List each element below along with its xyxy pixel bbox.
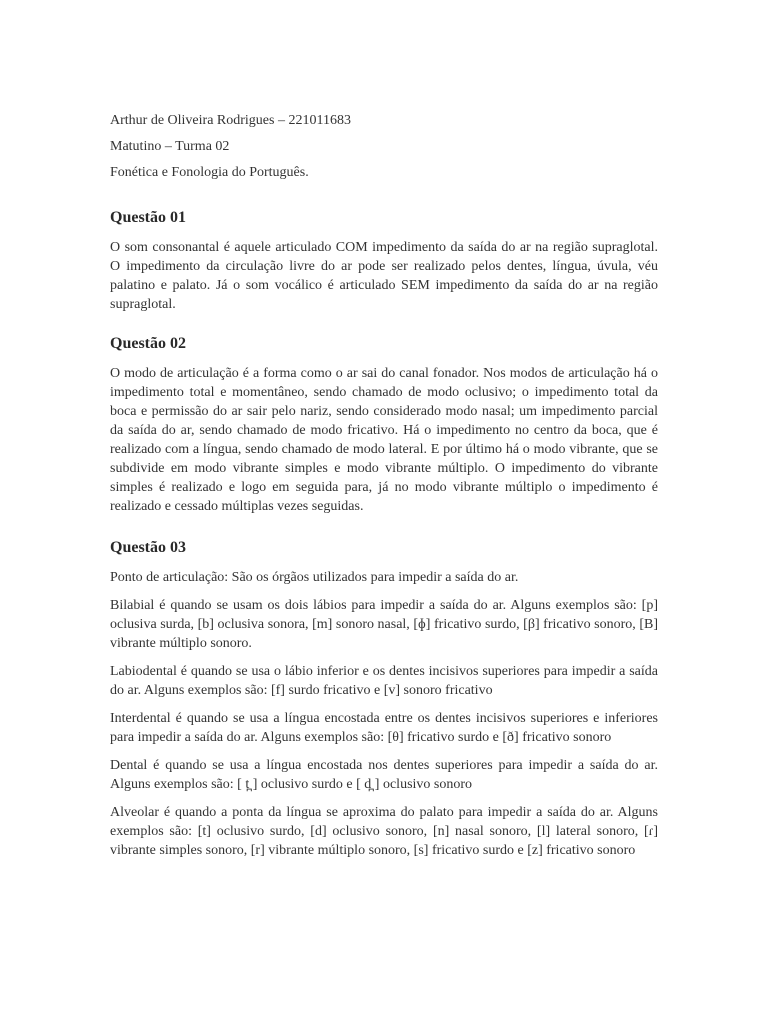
document-header	[110, 112, 658, 182]
section-title: Questão 02	[110, 335, 186, 352]
section-questao-01	[110, 208, 658, 314]
section-questao-02	[110, 334, 658, 516]
paragraph: O som consonantal é aquele articulado COM impedimento da saída do ar na região supraglotal. O impedimento da circulação livre do ar pode ser realizado pelos dentes, língua, úvula, véu palatino e palato. Já o som vocálico é articulado SEM impedimento da saída do ar na região supraglotal.	[110, 240, 658, 312]
paragraph: Dental é quando se usa a língua encostada nos dentes superiores para impedir a saída do ar. Alguns exemplos são: [ t̪ ] oclusivo surdo e [ d̪ ] oclusivo sonoro	[110, 758, 658, 792]
section-questao-03	[110, 538, 658, 860]
author-line: Arthur de Oliveira Rodrigues – 221011683	[110, 113, 351, 128]
document-content	[110, 112, 658, 880]
section-title: Questão 03	[110, 539, 186, 556]
paragraph: Bilabial é quando se usam os dois lábios para impedir a saída do ar. Alguns exemplos são: [p] oclusiva surda, [b] oclusiva sonora, [m] sonoro nasal, [ɸ] fricativo surdo, [β] fricativo sonoro, [B] vibrante múltiplo sonoro.	[110, 598, 658, 651]
paragraph: Interdental é quando se usa a língua encostada entre os dentes incisivos superiores e inferiores para impedir a saída do ar. Alguns exemplos são: [θ] fricativo surdo e [ð] fricativo sonoro	[110, 711, 658, 745]
paragraph: Labiodental é quando se usa o lábio inferior e os dentes incisivos superiores para impedir a saída do ar. Alguns exemplos são: [f] surdo fricativo e [v] sonoro fricativo	[110, 664, 658, 698]
paragraph: O modo de articulação é a forma como o ar sai do canal fonador. Nos modos de articulação há o impedimento total e momentâneo, sendo chamado de modo oclusivo; o impedimento total da boca e permissão do ar sair pelo nariz, sendo considerado modo nasal; um impedimento parcial da saída do ar, sendo chamado de modo fricativo. Há o impedimento no centro da boca, que é realizado com a língua, sendo chamado de modo lateral. E por último há o modo vibrante, que se subdivide em modo vibrante simples e modo vibrante múltiplo. O impedimento do vibrante simples é realizado e logo em seguida para, já no modo vibrante múltiplo o impedimento é realizado e cessado múltiplas vezes seguidas.	[110, 366, 658, 514]
course-line: Fonética e Fonologia do Português.	[110, 165, 309, 180]
class-line: Matutino – Turma 02	[110, 139, 230, 154]
section-title: Questão 01	[110, 209, 186, 226]
paragraph: Ponto de articulação: São os órgãos utilizados para impedir a saída do ar.	[110, 570, 519, 585]
paragraph: Alveolar é quando a ponta da língua se aproxima do palato para impedir a saída do ar. Alguns exemplos são: [t] oclusivo surdo, [d] oclusivo sonoro, [n] nasal sonoro, [l] lateral sonoro, [ɾ] vibrante simples sonoro, [r] vibrante múltiplo sonoro, [s] fricativo surdo e [z] fricativo sonoro	[110, 805, 658, 858]
